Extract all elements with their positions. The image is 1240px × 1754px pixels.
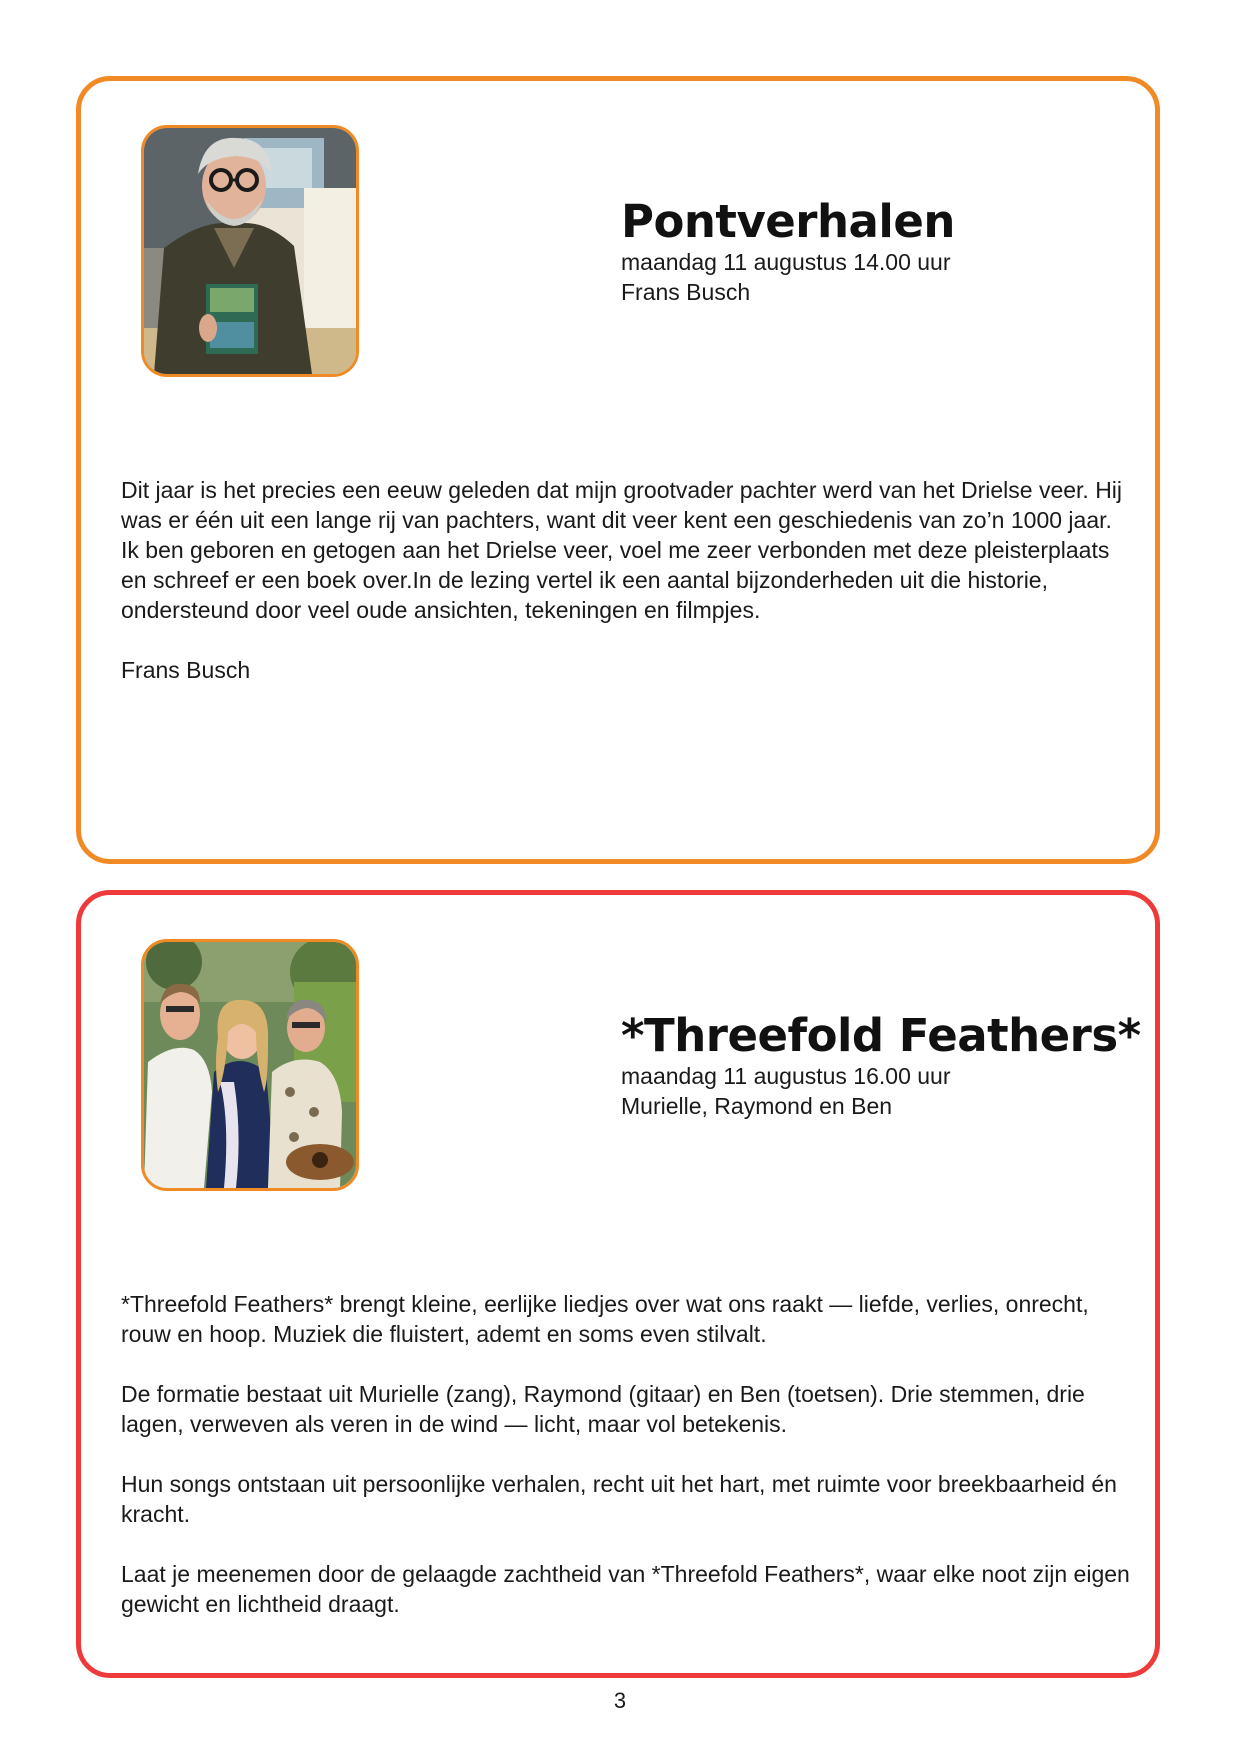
event-performers: Murielle, Raymond en Ben — [621, 1093, 893, 1119]
description-signature: Frans Busch — [121, 657, 251, 683]
event-date: maandag 11 augustus 14.00 uur — [621, 249, 951, 275]
description-paragraph: Dit jaar is het precies een eeuw geleden dat mijn grootvader pachter werd van het Drielse veer. Hij was er één uit een lange rij van pachters, want dit veer kent een geschiedenis van zo’n 1000 jaar. Ik ben geboren en getogen aan het Drielse veer, voel me zeer verbonden met deze pleisterplaats en schreef er een boek over.In de lezing vertel ik een aantal bijzonderheden uit die historie, ondersteund door veel oude ansichten, tekeningen en filmpjes. — [121, 477, 1123, 623]
description-paragraph: De formatie bestaat uit Murielle (zang), Raymond (gitaar) en Ben (toetsen). Drie stemmen, drie lagen, verweven als veren in de wind — licht, maar vol betekenis. — [121, 1381, 1085, 1437]
event-heading — [621, 1011, 1141, 1121]
event-card-pontverhalen — [76, 76, 1160, 864]
event-description — [121, 475, 1131, 715]
event-card-threefold-feathers — [76, 890, 1160, 1678]
photo-threefold-feathers — [141, 939, 359, 1191]
event-heading — [621, 197, 1141, 307]
event-title: *Threefold Feathers* — [621, 1009, 1141, 1062]
event-title: Pontverhalen — [621, 195, 955, 248]
description-paragraph: Laat je meenemen door de gelaagde zachtheid van *Threefold Feathers*, waar elke noot zijn eigen gewicht en lichtheid draagt. — [121, 1561, 1130, 1617]
description-paragraph: Hun songs ontstaan uit persoonlijke verhalen, recht uit het hart, met ruimte voor breekbaarheid én kracht. — [121, 1471, 1117, 1527]
event-date: maandag 11 augustus 16.00 uur — [621, 1063, 951, 1089]
photo-frans-busch — [141, 125, 359, 377]
event-performers: Frans Busch — [621, 279, 751, 305]
band-photo — [144, 942, 356, 1188]
person-with-book-photo — [144, 128, 356, 374]
description-paragraph: *Threefold Feathers* brengt kleine, eerlijke liedjes over wat ons raakt — liefde, verlies, onrecht, rouw en hoop. Muziek die fluistert, ademt en soms even stilvalt. — [121, 1291, 1089, 1347]
event-description — [121, 1289, 1131, 1649]
page-number: 3 — [613, 1688, 627, 1713]
